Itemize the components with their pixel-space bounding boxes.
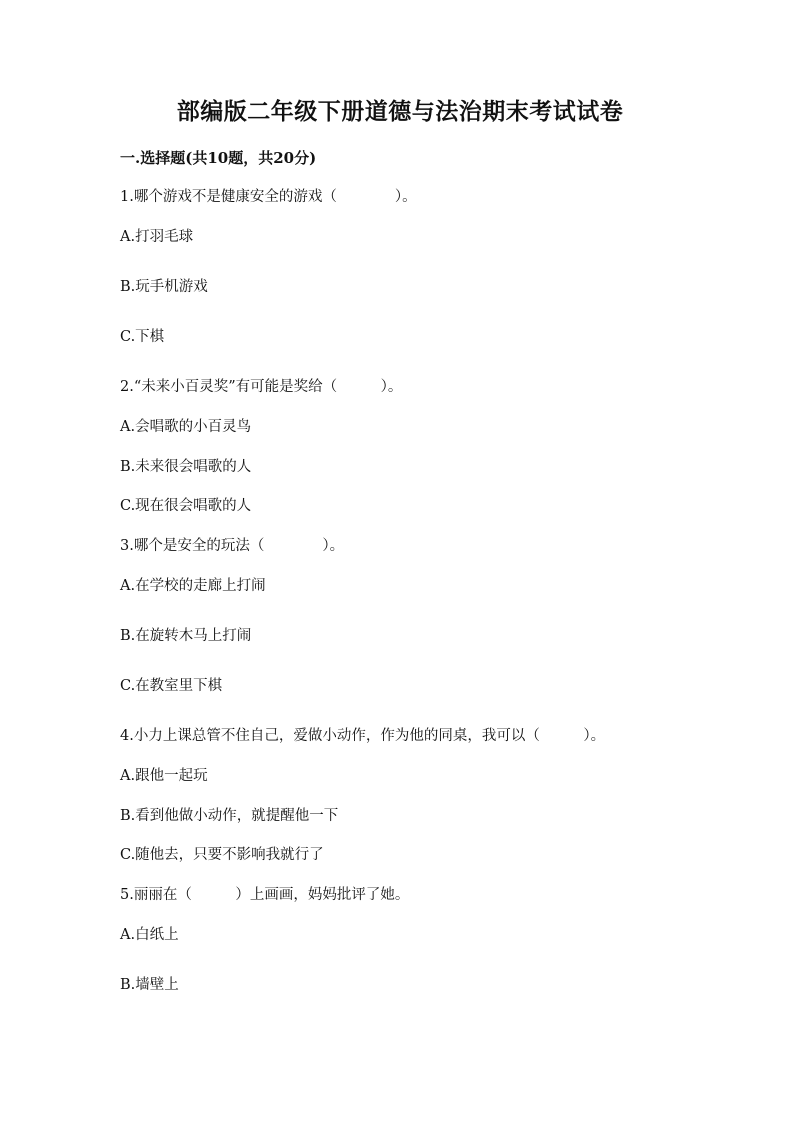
question-1-option-c: C.下棋 bbox=[120, 329, 165, 345]
section-heading-multiple-choice: 一.选择题(共10题，共20分) bbox=[120, 149, 317, 167]
question-3-option-c: C.在教室里下棋 bbox=[120, 678, 223, 694]
exam-title: 部编版二年级下册道德与法治期末考试试卷 bbox=[176, 98, 624, 125]
question-2-option-c: C.现在很会唱歌的人 bbox=[120, 498, 252, 514]
question-1-option-b: B.玩手机游戏 bbox=[120, 279, 208, 295]
question-1-option-a: A.打羽毛球 bbox=[120, 229, 194, 245]
question-5-stem: 5.丽丽在（ ）上画画，妈妈批评了她。 bbox=[120, 887, 410, 903]
question-4-option-a: A.跟他一起玩 bbox=[120, 768, 208, 784]
question-4-stem: 4.小力上课总管不住自己，爱做小动作，作为他的同桌，我可以（ ）。 bbox=[120, 728, 606, 744]
question-2-stem: 2.“未来小百灵奖”有可能是奖给（ ）。 bbox=[120, 379, 403, 395]
question-5-option-b: B.墙壁上 bbox=[120, 977, 179, 993]
question-1-stem: 1.哪个游戏不是健康安全的游戏（ ）。 bbox=[120, 189, 417, 205]
question-4-option-b: B.看到他做小动作，就提醒他一下 bbox=[120, 808, 339, 824]
question-2-option-a: A.会唱歌的小百灵鸟 bbox=[120, 419, 252, 435]
question-2-option-b: B.未来很会唱歌的人 bbox=[120, 459, 252, 475]
question-5-option-a: A.白纸上 bbox=[120, 927, 179, 943]
question-3-option-a: A.在学校的走廊上打闹 bbox=[120, 578, 266, 594]
question-3-option-b: B.在旋转木马上打闹 bbox=[120, 628, 252, 644]
question-4-option-c: C.随他去，只要不影响我就行了 bbox=[120, 847, 324, 863]
question-3-stem: 3.哪个是安全的玩法（ ）。 bbox=[120, 538, 345, 554]
